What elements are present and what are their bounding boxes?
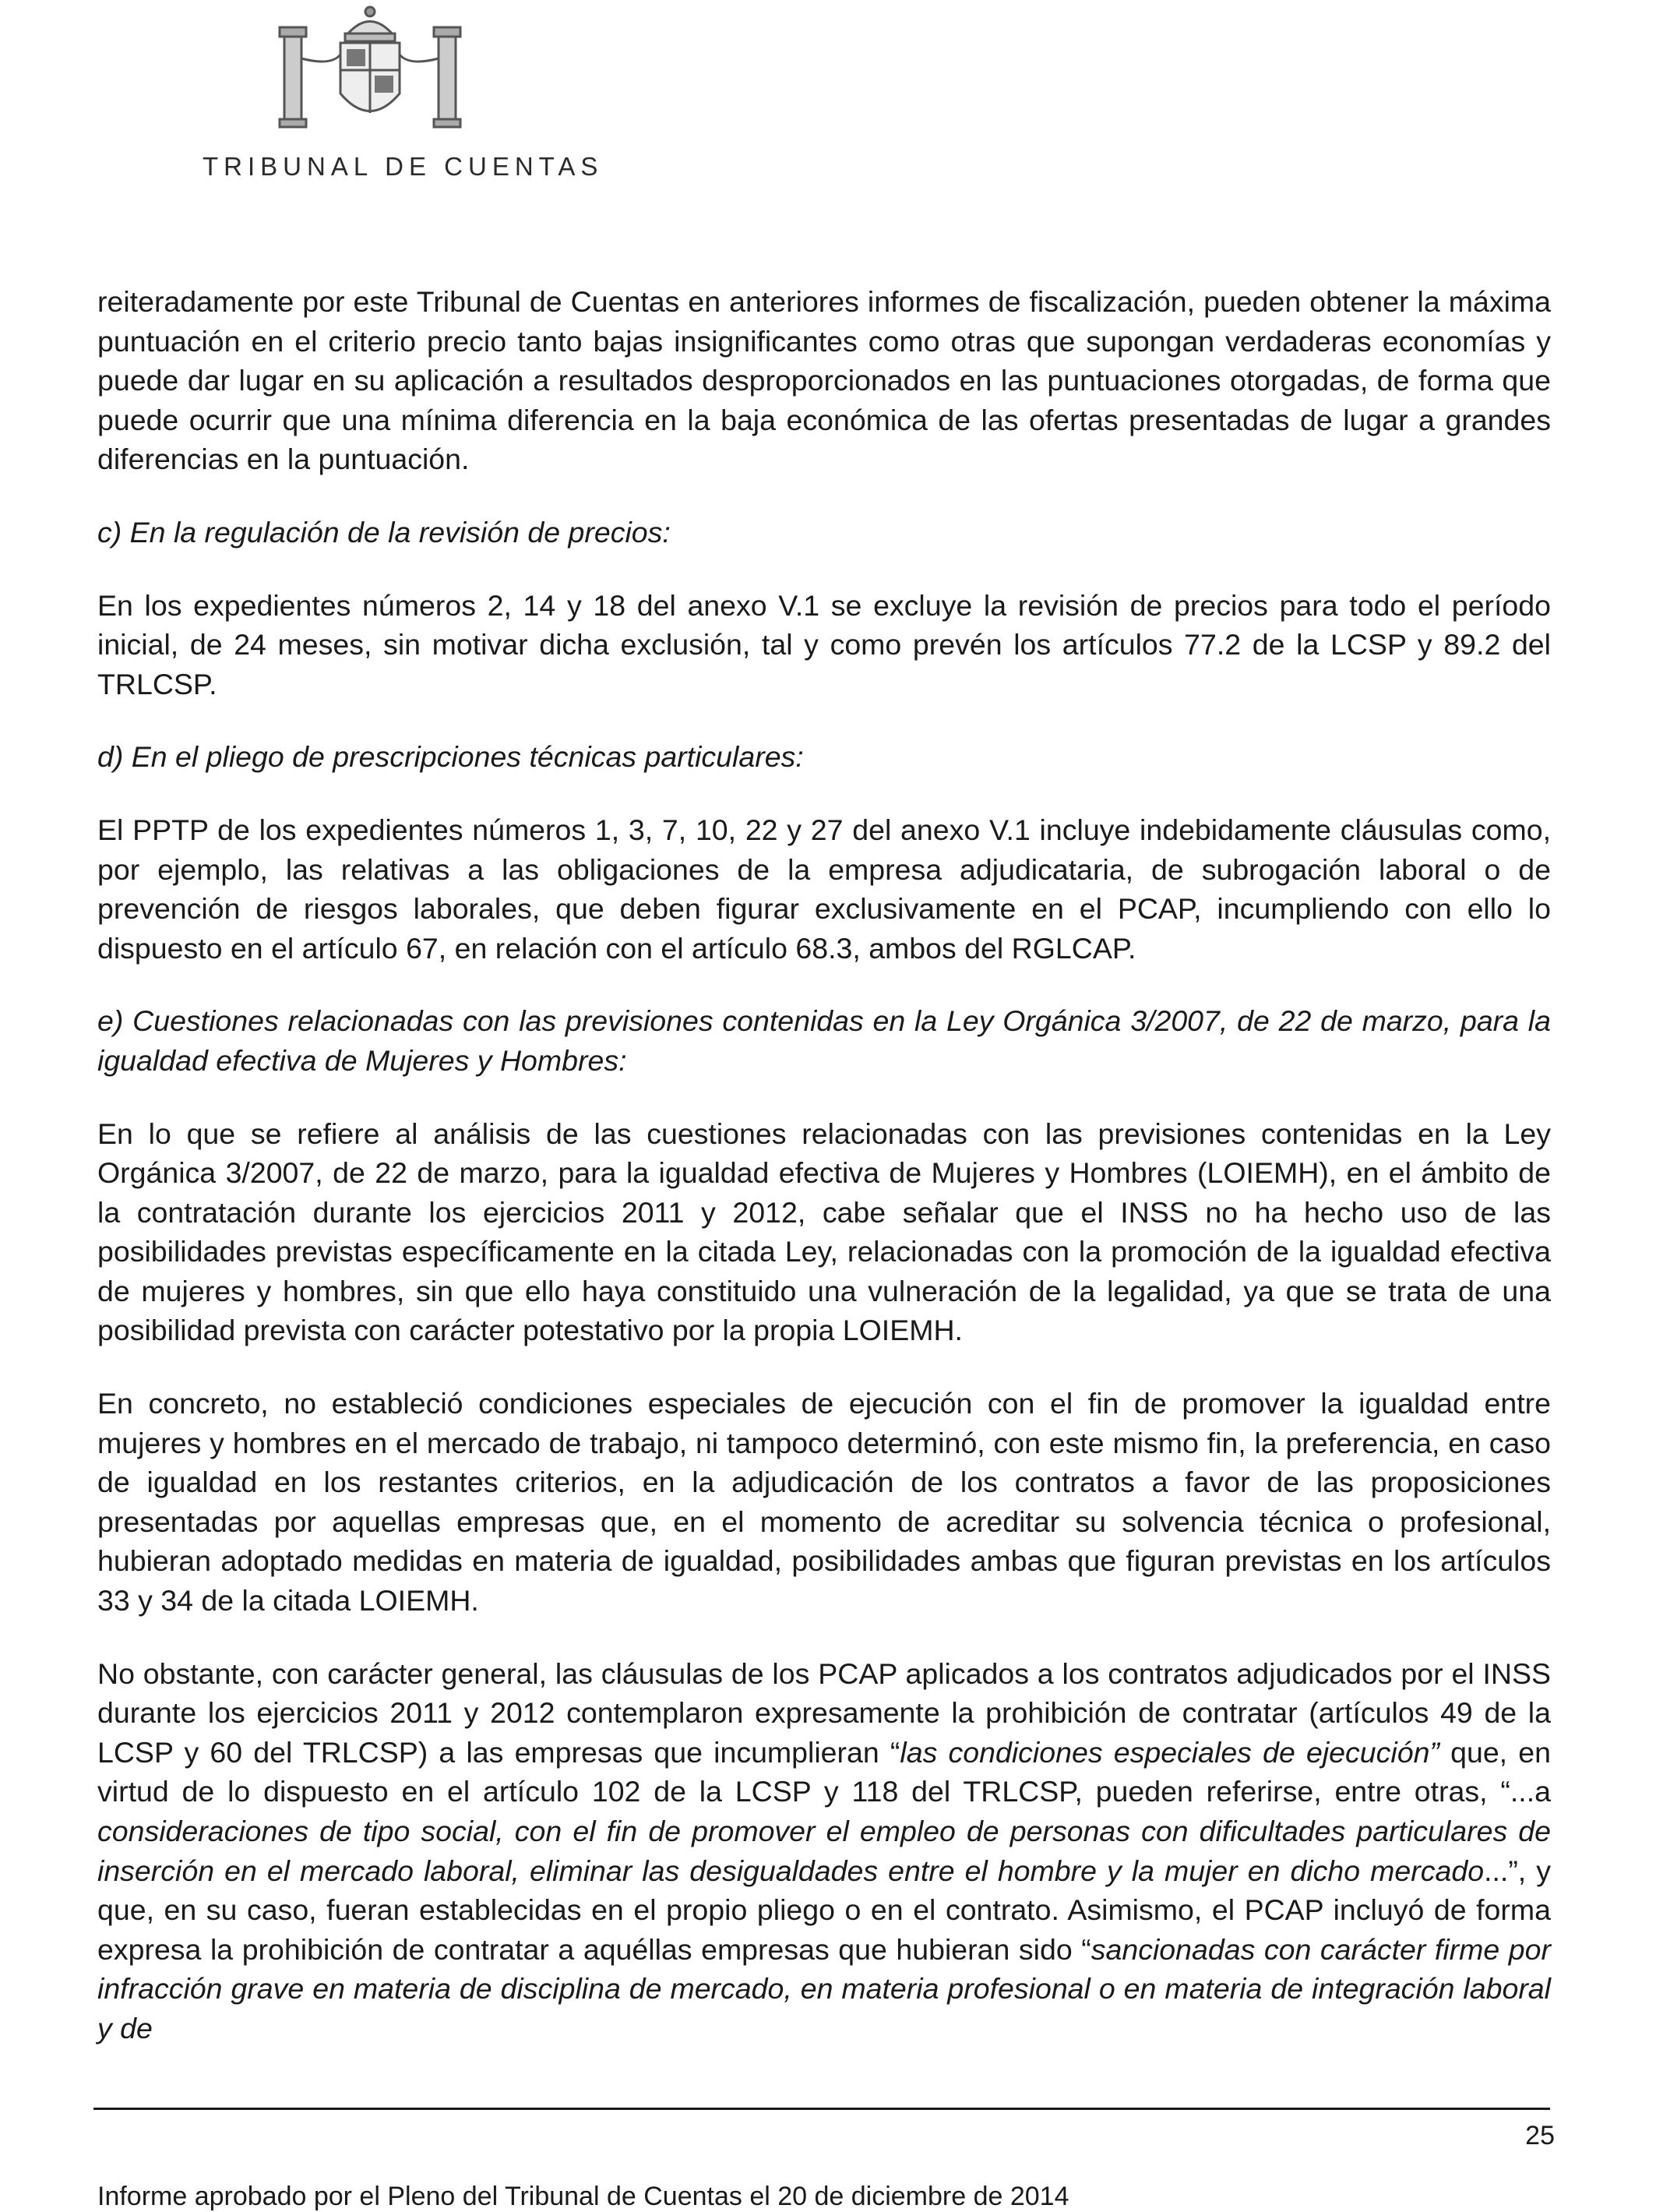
text-run: No obstante, con carácter general, las cláusulas de los PCAP aplicados a los contratos adjudicados por el INSS durante los ejercicios 2011 y 2012 contemplaron expresamente la prohibición de contratar (artículos 49 de la LCSP y 60 del TRLCSP) a las empresas que incumplieran “ bbox=[97, 1656, 1551, 1769]
section-heading-c: c) En la regulación de la revisión de precios: bbox=[97, 515, 671, 549]
section-heading-d: d) En el pliego de prescripciones técnicas particulares: bbox=[97, 740, 804, 774]
paragraph-price-revision: En los expedientes números 2, 14 y 18 del anexo V.1 se excluye la revisión de precios para todo el período inicial, de 24 meses, sin motivar dicha exclusión, tal y como prevén los artículos 77.2 de la LCSP y 89.2 del TRLCSP. bbox=[97, 588, 1551, 700]
page-number: 25 bbox=[1525, 2121, 1555, 2150]
paragraph-continuation: reiteradamente por este Tribunal de Cuentas en anteriores informes de fiscalización, pueden obtener la máxima puntuación en el criterio precio tanto bajas insignificantes como otras que supongan verdaderas economías y puede dar lugar en su aplicación a resultados desproporcionados en las puntuaciones otorgadas, de forma que puede ocurrir que una mínima diferencia en la baja económica de las ofertas presentadas de lugar a grandes diferencias en la puntuación. bbox=[97, 285, 1551, 476]
quoted-text: las condiciones especiales de ejecución” bbox=[900, 1735, 1439, 1769]
spanish-coat-of-arms-icon bbox=[253, 4, 487, 136]
paragraph-pptp: El PPTP de los expedientes números 1, 3, 7, 10, 22 y 27 del anexo V.1 incluye indebidamente cláusulas como, por ejemplo, las relativas a las obligaciones de la empresa adjudicataria, de subrogación laboral o de prevención de riesgos laborales, que deben figurar exclusivamente en el PCAP, incumpliendo con ello lo dispuesto en el artículo 67, en relación con el artículo 68.3, ambos del RGLCAP. bbox=[97, 813, 1551, 965]
text-run: que, en virtud de lo dispuesto en el artículo 102 de la LCSP y 118 del TRLCSP, pueden referirse, entre otras, “...a bbox=[97, 1735, 1551, 1808]
section-heading-e: e) Cuestiones relacionadas con las previsiones contenidas en la Ley Orgánica 3/2007, de 22 de marzo, para la igualdad efectiva de Mujeres y Hombres: bbox=[97, 1004, 1551, 1077]
paragraph-pcap-clauses bbox=[97, 1654, 1551, 2048]
quoted-text: consideraciones de tipo social, con el fin de promover el empleo de personas con dificultades particulares de inserción en el mercado laboral, eliminar las desigualdades entre el hombre y la mujer en dicho mercado bbox=[97, 1815, 1551, 1887]
paragraph-loiemh-analysis: En lo que se refiere al análisis de las cuestiones relacionadas con las previsiones contenidas en la Ley Orgánica 3/2007, de 22 de marzo, para la igualdad efectiva de Mujeres y Hombres (LOIEMH), en el ámbito de la contratación durante los ejercicios 2011 y 2012, cabe señalar que el INSS no ha hecho uso de las posibilidades previstas específicamente en la citada Ley, relacionadas con la promoción de la igualdad efectiva de mujeres y hombres, sin que ello haya constituido una vulneración de la legalidad, ya que se trata de una posibilidad prevista con carácter potestativo por la propia LOIEMH. bbox=[97, 1117, 1551, 1347]
text-run: ...”, y que, en su caso, fueran establecidas en el propio pliego o en el contrato. Asimismo, el PCAP incluyó de forma expresa la prohibición de contratar a aquéllas empresas que hubieran sido “ bbox=[97, 1854, 1551, 1966]
quoted-text: sancionadas con carácter firme por infracción grave en materia de disciplina de mercado, en materia profesional o en materia de integración laboral y de bbox=[97, 1932, 1552, 2044]
footer-divider bbox=[93, 2108, 1550, 2110]
page-header bbox=[97, 0, 604, 187]
organization-name: TRIBUNAL DE CUENTAS bbox=[203, 152, 604, 181]
footer-report-note: Informe aprobado por el Pleno del Tribunal de Cuentas el 20 de diciembre de 2014 bbox=[97, 2182, 1069, 2211]
paragraph-loiemh-specifics: En concreto, no estableció condiciones especiales de ejecución con el fin de promover la igualdad entre mujeres y hombres en el mercado de trabajo, ni tampoco determinó, con este mismo fin, la preferencia, en caso de igualdad en los restantes criterios, en la adjudicación de los contratos a favor de las proposiciones presentadas por aquellas empresas que, en el momento de acreditar su solvencia técnica o profesional, hubieran adoptado medidas en materia de igualdad, posibilidades ambas que figuran previstas en los artículos 33 y 34 de la citada LOIEMH. bbox=[97, 1387, 1551, 1618]
document-body bbox=[97, 282, 1551, 2082]
